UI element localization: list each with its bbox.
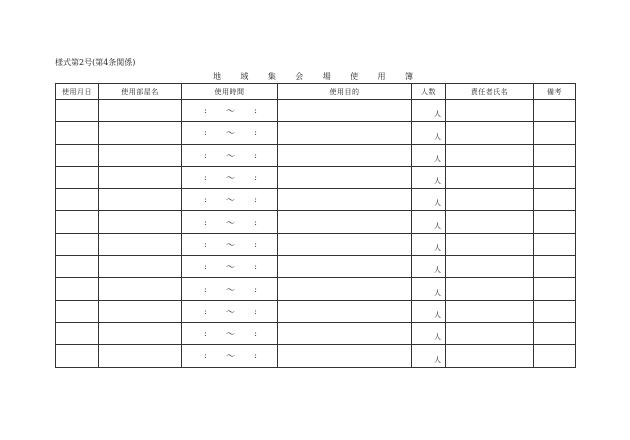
- purpose-cell[interactable]: [278, 144, 412, 166]
- time-cell[interactable]: [182, 211, 278, 233]
- purpose-cell[interactable]: [278, 189, 412, 211]
- time-range-tilde: 〜: [225, 218, 235, 229]
- people-cell[interactable]: [412, 100, 446, 122]
- room-cell[interactable]: [99, 300, 182, 322]
- remarks-cell[interactable]: [534, 189, 576, 211]
- column-header-time: 使用時間: [182, 84, 278, 100]
- column-header-remarks: 備考: [534, 84, 576, 100]
- room-cell[interactable]: [99, 345, 182, 367]
- people-cell[interactable]: [412, 345, 446, 367]
- time-range-tilde: 〜: [225, 285, 235, 296]
- time-range: [182, 122, 277, 143]
- time-end-colon: :: [254, 351, 257, 361]
- time-cell[interactable]: [182, 233, 278, 255]
- table-row: [56, 100, 576, 122]
- time-range-tilde: 〜: [225, 107, 235, 118]
- time-end-colon: :: [254, 195, 257, 205]
- table-row: [56, 278, 576, 300]
- time-start-colon: :: [204, 239, 207, 249]
- purpose-cell[interactable]: [278, 322, 412, 344]
- time-cell[interactable]: [182, 144, 278, 166]
- date-cell[interactable]: [56, 300, 99, 322]
- people-unit: 人: [434, 110, 441, 119]
- register-title: [213, 71, 413, 82]
- time-range: [182, 189, 277, 210]
- people-unit: 人: [434, 333, 441, 342]
- time-range: [182, 234, 277, 255]
- table-row: [56, 122, 576, 144]
- remarks-cell[interactable]: [534, 256, 576, 278]
- responsible-cell[interactable]: [446, 122, 534, 144]
- room-cell[interactable]: [99, 256, 182, 278]
- time-end-colon: :: [254, 329, 257, 339]
- time-end-colon: :: [254, 217, 257, 227]
- people-cell[interactable]: [412, 278, 446, 300]
- remarks-cell[interactable]: [534, 278, 576, 300]
- time-start-colon: :: [204, 195, 207, 205]
- ledger-body: [56, 100, 576, 368]
- room-cell[interactable]: [99, 233, 182, 255]
- header-row: [56, 84, 576, 100]
- time-start-colon: :: [204, 351, 207, 361]
- remarks-cell[interactable]: [534, 300, 576, 322]
- time-end-colon: :: [254, 106, 257, 116]
- room-cell[interactable]: [99, 166, 182, 188]
- table-row: [56, 256, 576, 278]
- purpose-cell[interactable]: [278, 300, 412, 322]
- table-row: [56, 211, 576, 233]
- room-cell[interactable]: [99, 144, 182, 166]
- people-cell[interactable]: [412, 166, 446, 188]
- purpose-cell[interactable]: [278, 211, 412, 233]
- responsible-cell[interactable]: [446, 144, 534, 166]
- time-range-tilde: 〜: [225, 174, 235, 185]
- time-range-tilde: 〜: [225, 196, 235, 207]
- purpose-cell[interactable]: [278, 256, 412, 278]
- purpose-cell[interactable]: [278, 233, 412, 255]
- purpose-cell[interactable]: [278, 345, 412, 367]
- people-cell[interactable]: [412, 300, 446, 322]
- date-cell[interactable]: [56, 322, 99, 344]
- date-cell[interactable]: [56, 100, 99, 122]
- time-start-colon: :: [204, 284, 207, 294]
- time-range: [182, 345, 277, 366]
- date-cell[interactable]: [56, 345, 99, 367]
- title-char: 使: [350, 72, 359, 81]
- purpose-cell[interactable]: [278, 278, 412, 300]
- people-unit: 人: [434, 221, 441, 230]
- time-cell[interactable]: [182, 122, 278, 144]
- time-end-colon: :: [254, 239, 257, 249]
- purpose-cell[interactable]: [278, 122, 412, 144]
- title-char: 用: [377, 72, 386, 81]
- responsible-cell[interactable]: [446, 278, 534, 300]
- responsible-cell[interactable]: [446, 300, 534, 322]
- people-cell[interactable]: [412, 189, 446, 211]
- time-end-colon: :: [254, 128, 257, 138]
- remarks-cell[interactable]: [534, 100, 576, 122]
- time-end-colon: :: [254, 306, 257, 316]
- people-unit: 人: [434, 266, 441, 275]
- remarks-cell[interactable]: [534, 233, 576, 255]
- room-cell[interactable]: [99, 189, 182, 211]
- time-range-tilde: 〜: [225, 330, 235, 341]
- responsible-cell[interactable]: [446, 211, 534, 233]
- time-range-tilde: 〜: [225, 263, 235, 274]
- people-cell[interactable]: [412, 233, 446, 255]
- time-range: [182, 256, 277, 277]
- remarks-cell[interactable]: [534, 144, 576, 166]
- time-end-colon: :: [254, 262, 257, 272]
- people-cell[interactable]: [412, 256, 446, 278]
- table-row: [56, 233, 576, 255]
- date-cell[interactable]: [56, 211, 99, 233]
- purpose-cell[interactable]: [278, 100, 412, 122]
- title-char: 域: [240, 72, 249, 81]
- time-start-colon: :: [204, 173, 207, 183]
- table-row: [56, 322, 576, 344]
- time-cell[interactable]: [182, 256, 278, 278]
- table-row: [56, 189, 576, 211]
- time-range: [182, 167, 277, 188]
- date-cell[interactable]: [56, 189, 99, 211]
- remarks-cell[interactable]: [534, 211, 576, 233]
- time-end-colon: :: [254, 150, 257, 160]
- usage-ledger-table: [55, 83, 576, 368]
- column-header-responsible: 責任者氏名: [446, 84, 534, 100]
- form-number: 様式第2号(第4条関係): [55, 58, 136, 67]
- time-range: [182, 100, 277, 121]
- remarks-cell[interactable]: [534, 345, 576, 367]
- time-start-colon: :: [204, 262, 207, 272]
- room-cell[interactable]: [99, 211, 182, 233]
- people-unit: 人: [434, 288, 441, 297]
- time-cell[interactable]: [182, 189, 278, 211]
- time-start-colon: :: [204, 106, 207, 116]
- table-row: [56, 300, 576, 322]
- date-cell[interactable]: [56, 233, 99, 255]
- date-cell[interactable]: [56, 278, 99, 300]
- time-range-tilde: 〜: [225, 240, 235, 251]
- remarks-cell[interactable]: [534, 166, 576, 188]
- time-cell[interactable]: [182, 278, 278, 300]
- time-range: [182, 301, 277, 322]
- room-cell[interactable]: [99, 278, 182, 300]
- people-cell[interactable]: [412, 322, 446, 344]
- time-range-tilde: 〜: [225, 352, 235, 363]
- title-char: 場: [322, 72, 331, 81]
- table-row: [56, 345, 576, 367]
- people-unit: 人: [434, 310, 441, 319]
- time-range: [182, 211, 277, 232]
- room-cell[interactable]: [99, 322, 182, 344]
- time-cell[interactable]: [182, 100, 278, 122]
- table-row: [56, 166, 576, 188]
- time-end-colon: :: [254, 173, 257, 183]
- responsible-cell[interactable]: [446, 233, 534, 255]
- title-char: 集: [267, 72, 276, 81]
- table-row: [56, 144, 576, 166]
- time-start-colon: :: [204, 150, 207, 160]
- responsible-cell[interactable]: [446, 166, 534, 188]
- title-char: 簿: [404, 72, 413, 81]
- date-cell[interactable]: [56, 122, 99, 144]
- remarks-cell[interactable]: [534, 122, 576, 144]
- responsible-cell[interactable]: [446, 345, 534, 367]
- people-unit: 人: [434, 154, 441, 163]
- responsible-cell[interactable]: [446, 256, 534, 278]
- date-cell[interactable]: [56, 256, 99, 278]
- date-cell[interactable]: [56, 144, 99, 166]
- time-cell[interactable]: [182, 345, 278, 367]
- title-char: 会: [295, 72, 304, 81]
- purpose-cell[interactable]: [278, 166, 412, 188]
- people-unit: 人: [434, 132, 441, 141]
- date-cell[interactable]: [56, 166, 99, 188]
- time-cell[interactable]: [182, 322, 278, 344]
- time-start-colon: :: [204, 306, 207, 316]
- time-start-colon: :: [204, 128, 207, 138]
- time-cell[interactable]: [182, 300, 278, 322]
- room-cell[interactable]: [99, 122, 182, 144]
- time-range: [182, 323, 277, 344]
- people-cell[interactable]: [412, 144, 446, 166]
- time-start-colon: :: [204, 217, 207, 227]
- time-start-colon: :: [204, 329, 207, 339]
- remarks-cell[interactable]: [534, 322, 576, 344]
- column-header-room: 使用部屋名: [99, 84, 182, 100]
- time-range-tilde: 〜: [225, 307, 235, 318]
- column-header-purpose: 使用目的: [278, 84, 412, 100]
- time-end-colon: :: [254, 284, 257, 294]
- column-header-people: 人数: [412, 84, 446, 100]
- time-range-tilde: 〜: [225, 151, 235, 162]
- people-unit: 人: [434, 244, 441, 253]
- people-unit: 人: [434, 199, 441, 208]
- people-unit: 人: [434, 355, 441, 364]
- time-range-tilde: 〜: [225, 129, 235, 140]
- people-unit: 人: [434, 177, 441, 186]
- title-char: 地: [213, 72, 221, 81]
- time-cell[interactable]: [182, 166, 278, 188]
- time-range: [182, 278, 277, 299]
- time-range: [182, 145, 277, 166]
- people-cell[interactable]: [412, 122, 446, 144]
- responsible-cell[interactable]: [446, 189, 534, 211]
- responsible-cell[interactable]: [446, 100, 534, 122]
- column-header-date: 使用月日: [56, 84, 99, 100]
- responsible-cell[interactable]: [446, 322, 534, 344]
- people-cell[interactable]: [412, 211, 446, 233]
- room-cell[interactable]: [99, 100, 182, 122]
